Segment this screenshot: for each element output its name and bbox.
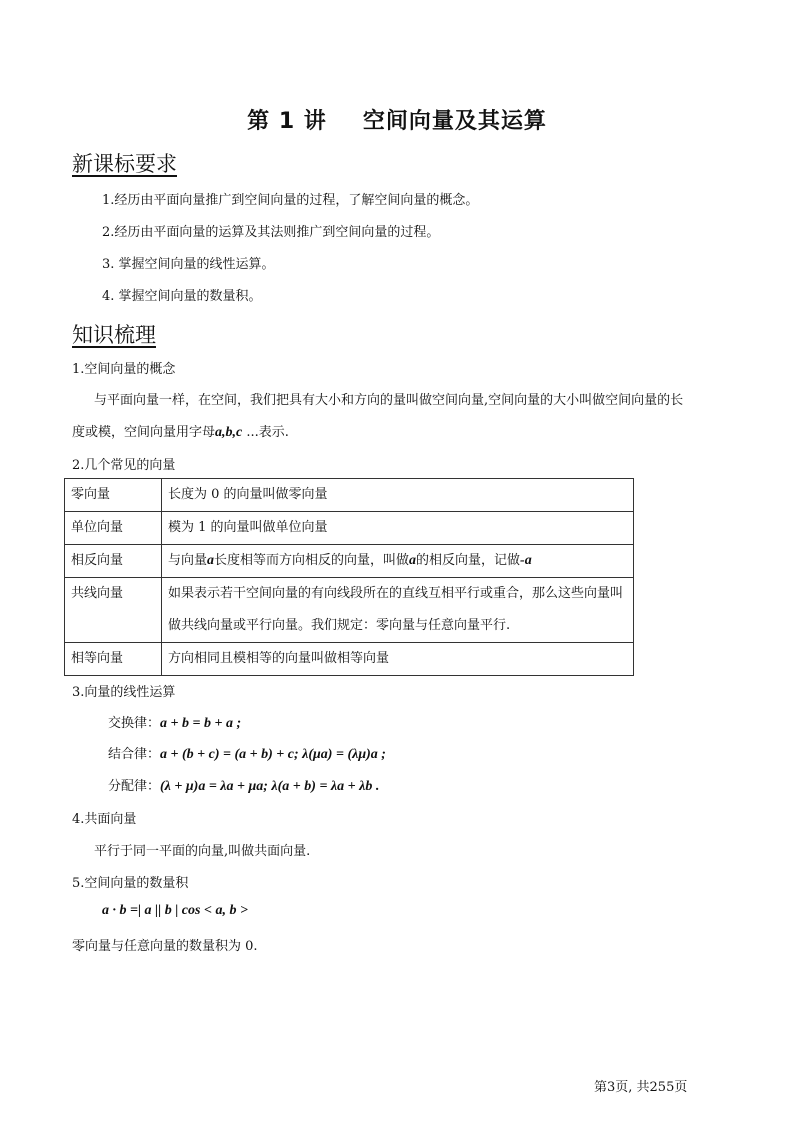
row-name: 共线向量 [65, 578, 162, 643]
subsection-title-common-vectors: 2.几个常见的向量 [72, 458, 176, 473]
table-row [65, 578, 634, 643]
page-title [0, 104, 794, 135]
distributive-law: 分配律：(λ + μ)a = λa + μa; λ(a + b) = λa + λb . [108, 779, 380, 794]
commutative-law: 交换律：a + b = b + a ; [108, 716, 242, 731]
concept-paragraph-line1: 与平面向量一样，在空间，我们把具有大小和方向的量叫做空间向量,空间向量的大小叫做空间向量的长 [94, 393, 684, 408]
row-name: 相反向量 [65, 545, 162, 578]
table-row [65, 479, 634, 512]
table-row [65, 545, 634, 578]
coplanar-definition: 平行于同一平面的向量,叫做共面向量. [94, 844, 311, 859]
dot-product-formula: a · b =| a || b | cos < a, b > [102, 903, 248, 918]
row-desc: 方向相同且模相等的向量叫做相等向量 [162, 643, 634, 676]
dot-product-note: 零向量与任意向量的数量积为 0. [72, 939, 258, 954]
section-heading-standards: 新课标要求 [72, 152, 177, 176]
standard-item-4: 4. 掌握空间向量的数量积。 [102, 289, 262, 304]
section-heading-knowledge: 知识梳理 [72, 323, 156, 347]
lecture-topic: 空间向量及其运算 [362, 109, 547, 134]
associative-law: 结合律：a + (b + c) = (a + b) + c; λ(μa) = (λμ)a ; [108, 747, 386, 762]
table-row [65, 512, 634, 545]
subsection-title-linear-ops: 3.向量的线性运算 [72, 685, 176, 700]
standard-item-2: 2.经历由平面向量的运算及其法则推广到空间向量的过程。 [102, 225, 440, 240]
page-number: 第3页, 共255页 [594, 1080, 688, 1095]
row-desc: 长度为 0 的向量叫做零向量 [162, 479, 634, 512]
subsection-title-concept: 1.空间向量的概念 [72, 362, 176, 377]
row-name: 单位向量 [65, 512, 162, 545]
row-name: 相等向量 [65, 643, 162, 676]
standard-item-3: 3. 掌握空间向量的线性运算。 [102, 257, 275, 272]
lecture-number: 第 1 讲 [247, 109, 327, 134]
row-desc: 如果表示若干空间向量的有向线段所在的直线互相平行或重合，那么这些向量叫做共线向量或平行向量。我们规定：零向量与任意向量平行. [162, 578, 634, 643]
row-desc: 与向量a长度相等而方向相反的向量，叫做a的相反向量，记做-a [162, 545, 634, 578]
row-desc: 模为 1 的向量叫做单位向量 [162, 512, 634, 545]
subsection-title-coplanar: 4.共面向量 [72, 812, 137, 827]
standard-item-1: 1.经历由平面向量推广到空间向量的过程，了解空间向量的概念。 [102, 193, 479, 208]
concept-paragraph-line2: 度或模，空间向量用字母a,b,c ...表示. [72, 425, 289, 440]
row-name: 零向量 [65, 479, 162, 512]
common-vectors-table [64, 478, 634, 676]
table-row [65, 643, 634, 676]
subsection-title-dot-product: 5.空间向量的数量积 [72, 876, 189, 891]
math-abc: a,b,c [215, 425, 243, 440]
